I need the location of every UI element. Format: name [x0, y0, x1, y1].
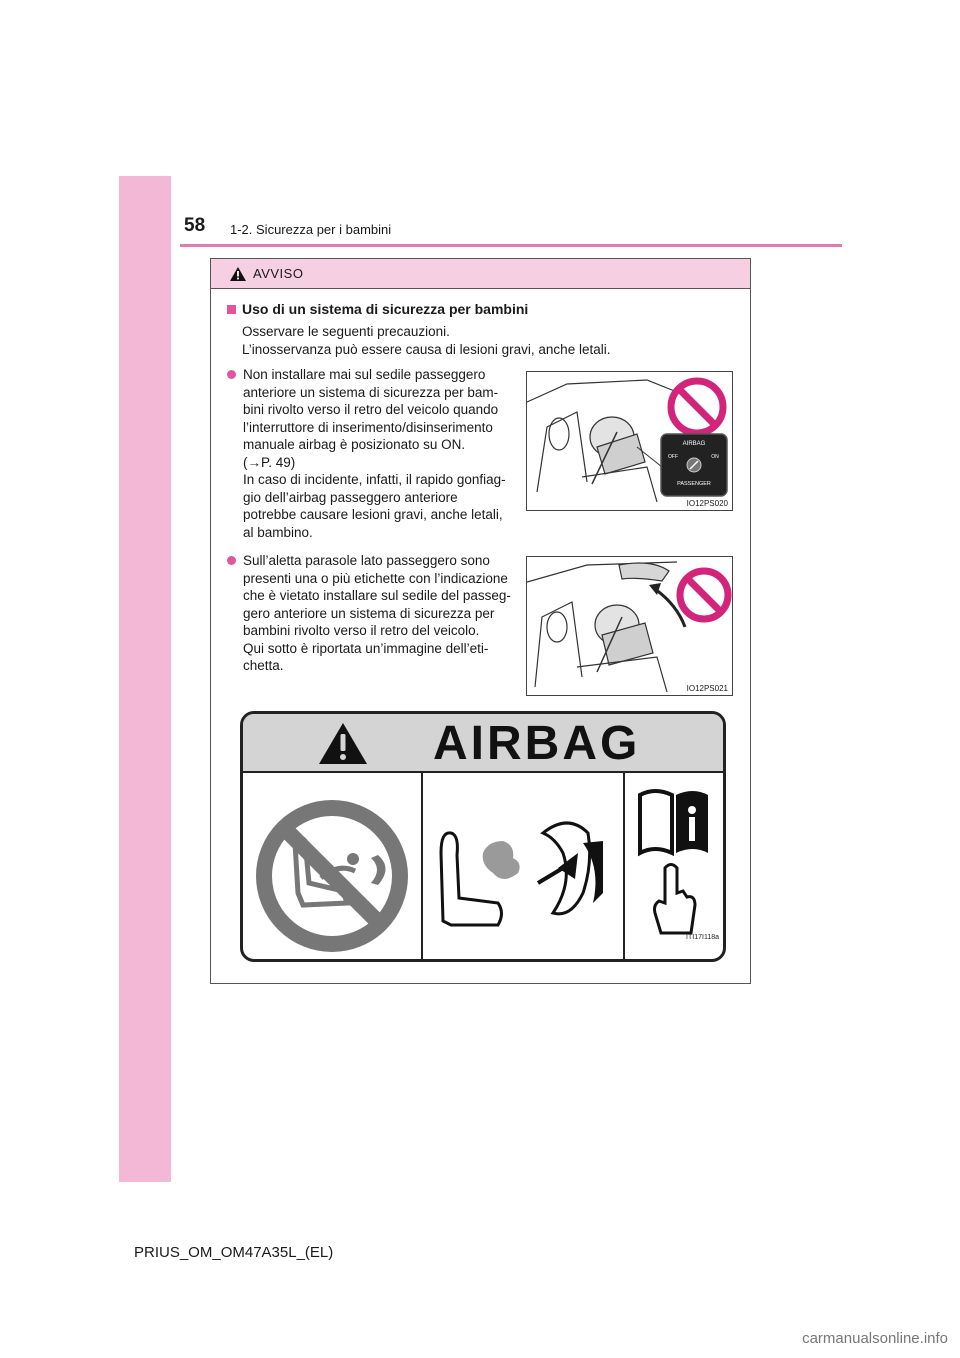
bullet-item-sun-visor	[227, 552, 519, 675]
warning-intro	[242, 323, 610, 359]
bullet-line: gio dell’airbag passeggero anteriore	[243, 489, 458, 505]
section-title: 1-2. Sicurezza per i bambini	[230, 222, 392, 237]
bullet-line: l’interruttore di inserimento/disinserimento	[243, 419, 493, 435]
subheading-text: Uso di un sistema di sicurezza per bambini	[242, 301, 529, 317]
switch-on-label: ON	[711, 454, 719, 460]
warning-subheading	[227, 301, 528, 317]
page-reference-link[interactable]: (→P. 49)	[243, 454, 296, 470]
label-cell-airbag-deployment	[423, 773, 625, 959]
bullet-line: manuale airbag è posizionato su ON.	[243, 437, 466, 452]
label-header	[243, 714, 723, 773]
switch-passenger-label: PASSENGER	[677, 481, 711, 487]
bullet-line: anteriore un sistema di sicurezza per bam-	[243, 384, 499, 400]
read-manual-icon	[625, 773, 723, 959]
bullet-line: Sull’aletta parasole lato passeggero sono	[243, 553, 490, 568]
bullet-line: che è vietato installare sul sedile del passeg-	[243, 588, 511, 603]
page-number: 58	[184, 215, 206, 236]
bullet-text	[243, 366, 519, 541]
round-bullet-icon	[227, 370, 236, 379]
bullet-line: bambini rivolto verso il retro del veicolo.	[243, 623, 480, 638]
figure-code: IO12PS020	[686, 499, 728, 508]
figure-airbag-switch	[526, 371, 733, 511]
watermark: carmanualsonline.info	[802, 1330, 948, 1347]
bullet-line: Qui sotto è riportata un’immagine dell’eti-	[243, 640, 489, 656]
bullet-line: presenti una o più etichette con l’indicazione	[243, 570, 508, 586]
document-code: PRIUS_OM_OM47A35L_(EL)	[134, 1244, 334, 1261]
bullet-item-front-seat	[227, 366, 519, 541]
warning-triangle-icon	[229, 266, 247, 282]
sun-visor-illustration	[527, 557, 732, 695]
header-rule	[180, 244, 842, 247]
warning-title: AVVISO	[253, 266, 304, 281]
round-bullet-icon	[227, 556, 236, 565]
square-bullet-icon	[227, 305, 236, 314]
warning-header	[211, 259, 750, 289]
car-interior-illustration	[527, 372, 732, 510]
bullet-line: chetta.	[243, 658, 284, 673]
bullet-line: al bambino.	[243, 524, 313, 540]
airbag-deployment-icon	[423, 773, 623, 959]
intro-line: L’inosservanza può essere causa di lesioni gravi, anche letali.	[242, 342, 611, 357]
bullet-line: In caso di incidente, infatti, il rapido gonfiag-	[243, 472, 506, 487]
warning-triangle-icon	[318, 722, 368, 765]
label-cell-read-manual	[625, 773, 723, 959]
label-cell-prohibition	[243, 773, 423, 959]
bullet-line: potrebbe causare lesioni gravi, anche letali,	[243, 507, 503, 522]
airbag-warning-label	[240, 711, 726, 962]
intro-line: Osservare le seguenti precauzioni.	[242, 324, 450, 339]
bullet-line: Non installare mai sul sedile passeggero	[243, 367, 486, 382]
chapter-sidebar-tab	[119, 176, 171, 1182]
bullet-line: bini rivolto verso il retro del veicolo quando	[243, 402, 499, 417]
no-rear-facing-child-seat-icon	[243, 773, 421, 959]
bullet-text	[243, 552, 519, 675]
warning-box	[210, 258, 751, 984]
label-figure-code: ITI17I118a	[686, 934, 719, 941]
label-title: AIRBAG	[433, 717, 641, 770]
switch-off-label: OFF	[668, 454, 678, 460]
switch-title: AIRBAG	[682, 441, 706, 447]
figure-sun-visor	[526, 556, 733, 696]
bullet-line: gero anteriore un sistema di sicurezza per	[243, 605, 495, 621]
figure-code: IO12PS021	[686, 684, 728, 693]
